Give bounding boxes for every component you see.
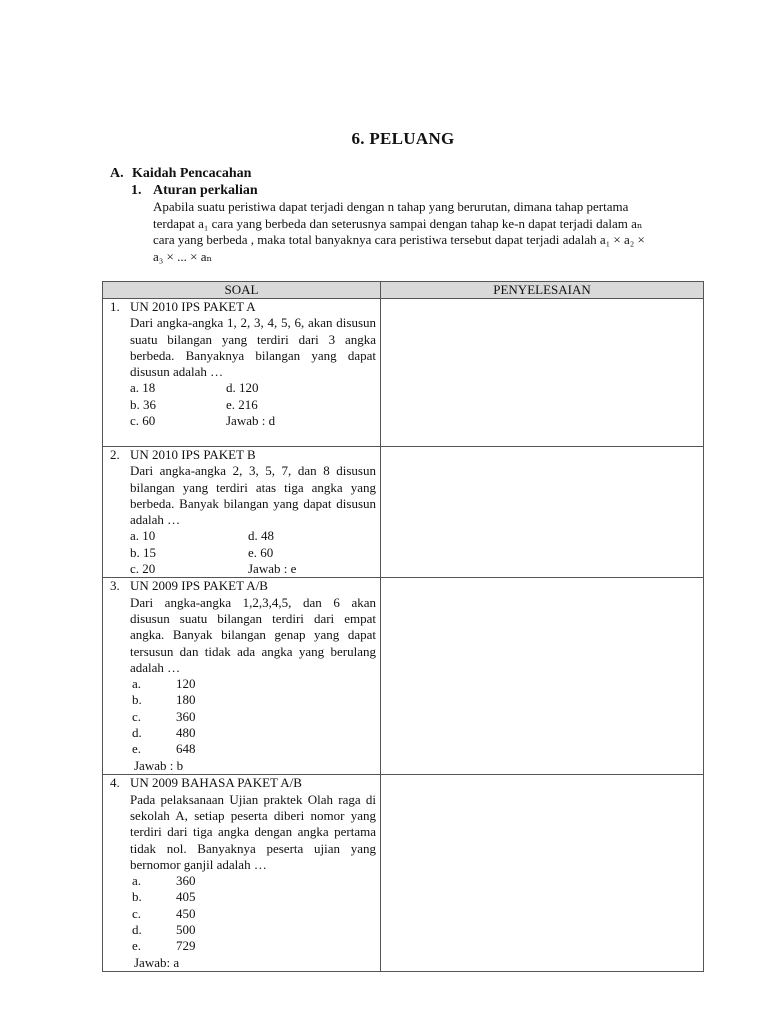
header-penyelesaian: PENYELESAIAN [381, 282, 704, 299]
answer-options [130, 380, 376, 429]
question-cell [103, 447, 381, 578]
option-letter: e. [132, 741, 142, 757]
question-cell [103, 578, 381, 775]
option: d. 120 [226, 380, 259, 396]
table-header [103, 282, 704, 299]
option-value: 480 [176, 725, 196, 741]
table-row [103, 578, 704, 775]
question-text: Dari angka-angka 1, 2, 3, 4, 5, 6, akan disusun suatu bilangan yang terdiri dari 3 angka berbeda. Banyaknya bilangan yang dapat disusun adalah … [130, 315, 376, 380]
option-letter: d. [132, 725, 142, 741]
option-value: 729 [176, 938, 196, 954]
question-source [110, 447, 376, 463]
option-letter: b. [132, 889, 142, 905]
answer-options [130, 528, 376, 577]
explanation-paragraph [153, 199, 693, 265]
option-letter: d. [132, 922, 142, 938]
option-value: 500 [176, 922, 196, 938]
question-text: Pada pelaksanaan Ujian praktek Olah raga di sekolah A, setiap peserta diberi nomor yang terdiri dari tiga angka dengan angka pertama tidak nol. Banyaknya peserta ujian yang bernomor ganjil adalah … [130, 791, 376, 872]
question-source [110, 775, 376, 791]
option: a. 10 [130, 528, 156, 544]
solution-cell [381, 578, 704, 775]
answer-key: Jawab : e [248, 561, 297, 577]
option-value: 405 [176, 889, 196, 905]
solution-cell [381, 775, 704, 972]
question-table [102, 281, 704, 972]
option: c. 20 [130, 561, 156, 577]
option: e. 60 [248, 544, 274, 560]
question-cell [103, 775, 381, 972]
option: e. 216 [226, 396, 258, 412]
question-source-label: UN 2010 IPS PAKET A [130, 299, 256, 314]
question-source-label: UN 2009 IPS PAKET A/B [130, 578, 268, 594]
section-number: A. [110, 166, 124, 181]
page-title: 6. PELUANG [351, 129, 455, 148]
option-value: 648 [176, 741, 196, 757]
option-letter: c. [132, 708, 142, 724]
table-row [103, 299, 704, 447]
option-value: 360 [176, 873, 196, 889]
subsection-label: Aturan perkalian [153, 183, 258, 198]
question-number: 2. [110, 447, 120, 462]
question-number: 3. [110, 578, 120, 594]
answer-options [132, 676, 376, 757]
section-label: Kaidah Pencacahan [132, 166, 252, 181]
option-value: 180 [176, 692, 196, 708]
subsection-number: 1. [131, 183, 142, 198]
option: a. 18 [130, 380, 156, 396]
answer-key: Jawab : d [226, 413, 276, 429]
option: b. 36 [130, 396, 156, 412]
option-letter: c. [132, 905, 142, 921]
question-text: Dari angka-angka 1,2,3,4,5, dan 6 akan disusun suatu bilangan terdiri dari empat angka. Banyak bilangan genap yang dapat tersusun dan tidak ada angka yang berulang adalah … [130, 594, 376, 675]
option-value: 120 [176, 676, 196, 692]
option-letter: e. [132, 938, 142, 954]
option-value: 450 [176, 905, 196, 921]
table-row [103, 447, 704, 578]
option: d. 48 [248, 528, 274, 544]
question-source-label: UN 2009 BAHASA PAKET A/B [130, 775, 302, 791]
answer-options [132, 873, 376, 954]
question-source [110, 299, 376, 315]
option: c. 60 [130, 413, 156, 429]
table-row [103, 775, 704, 972]
section-heading [110, 166, 251, 182]
option-value: 360 [176, 708, 196, 724]
question-number: 4. [110, 775, 120, 791]
option-letter: b. [132, 692, 142, 708]
paragraph-line: Apabila suatu peristiwa dapat terjadi dengan n tahap yang berurutan, dimana tahap pertama [153, 199, 629, 214]
subsection-heading [131, 183, 258, 199]
option-letter: a. [132, 676, 142, 692]
paragraph-line: terdapat a₁ cara yang berbeda dan seterusnya sampai dengan tahap ke-n dapat terjadi dalam aₙ [153, 215, 643, 231]
question-number: 1. [110, 299, 120, 314]
paragraph-line: cara yang berbeda , maka total banyaknya cara peristiwa tersebut dapat terjadi adalah a₁ × a₂ × [153, 232, 645, 247]
option-letter: a. [132, 873, 142, 889]
paragraph-line: a₃ × ... × aₙ [153, 248, 213, 264]
option: b. 15 [130, 544, 156, 560]
header-soal: SOAL [103, 282, 381, 299]
answer-key: Jawab : b [134, 757, 184, 773]
question-source-label: UN 2010 IPS PAKET B [130, 447, 256, 462]
question-cell [103, 299, 381, 447]
question-text: Dari angka-angka 2, 3, 5, 7, dan 8 disusun bilangan yang terdiri atas tiga angka yang berbeda. Banyak bilangan yang dapat disusun adalah … [130, 463, 376, 528]
solution-cell [381, 299, 704, 447]
answer-key: Jawab: a [134, 954, 180, 970]
solution-cell [381, 447, 704, 578]
question-source [110, 578, 376, 594]
